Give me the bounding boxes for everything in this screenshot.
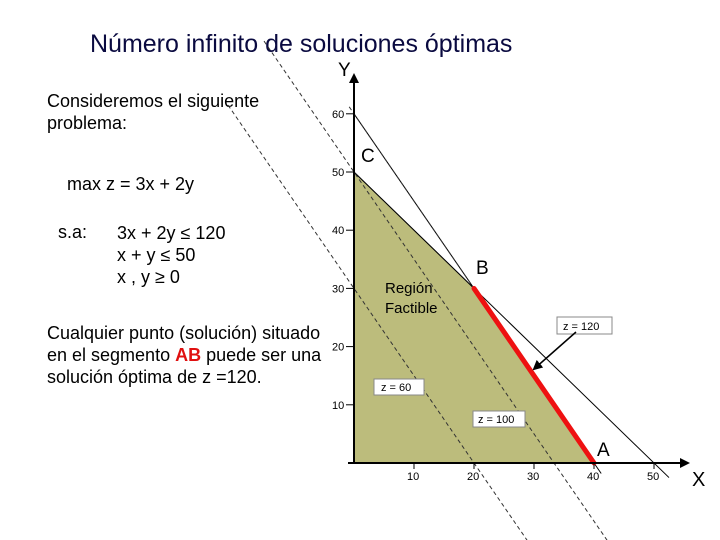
objective-function: max z = 3x + 2y — [67, 174, 195, 194]
region-label-line1: Región — [385, 280, 433, 297]
x-tick-label: 50 — [647, 471, 660, 483]
point-c-label: C — [361, 146, 375, 167]
x-axis-label: X — [692, 469, 706, 491]
x-tick-label: 30 — [527, 471, 540, 483]
conclusion-before: Cualquier punto (solución) situado en el segmento — [47, 323, 321, 365]
y-tick-label: 40 — [332, 225, 345, 238]
x-ticks — [407, 463, 659, 483]
conclusion-after: puede ser una solución óptima de z =120. — [47, 345, 322, 387]
slide-title: Número infinito de soluciones óptimas — [90, 30, 513, 58]
constraint-2: x + y ≤ 50 — [117, 245, 196, 265]
x-tick-label: 20 — [467, 471, 480, 483]
x-tick-label: 10 — [407, 471, 420, 483]
segment-ab-label: AB — [175, 345, 202, 365]
y-tick-label: 30 — [332, 283, 345, 296]
subject-to-label: s.a: — [58, 222, 88, 242]
y-tick-label: 60 — [332, 108, 345, 121]
y-ticks — [332, 109, 354, 412]
z100-label: z = 100 — [478, 414, 515, 426]
callout-arrow — [534, 332, 576, 369]
point-b-label: B — [476, 258, 489, 279]
point-a-label: A — [597, 440, 610, 461]
y-tick-label: 20 — [332, 341, 345, 354]
constraint-3: x , y ≥ 0 — [117, 267, 180, 287]
y-tick-label: 10 — [332, 399, 345, 412]
z60-label: z = 60 — [381, 382, 412, 394]
x-tick-label: 40 — [587, 471, 600, 483]
z120-label: z = 120 — [563, 321, 600, 333]
region-label-line2: Factible — [385, 300, 438, 317]
y-tick-label: 50 — [332, 167, 345, 179]
constraint-1: 3x + 2y ≤ 120 — [117, 223, 226, 243]
y-axis-label: Y — [338, 60, 351, 81]
intro-text: Consideremos el siguiente problema: — [47, 91, 260, 133]
